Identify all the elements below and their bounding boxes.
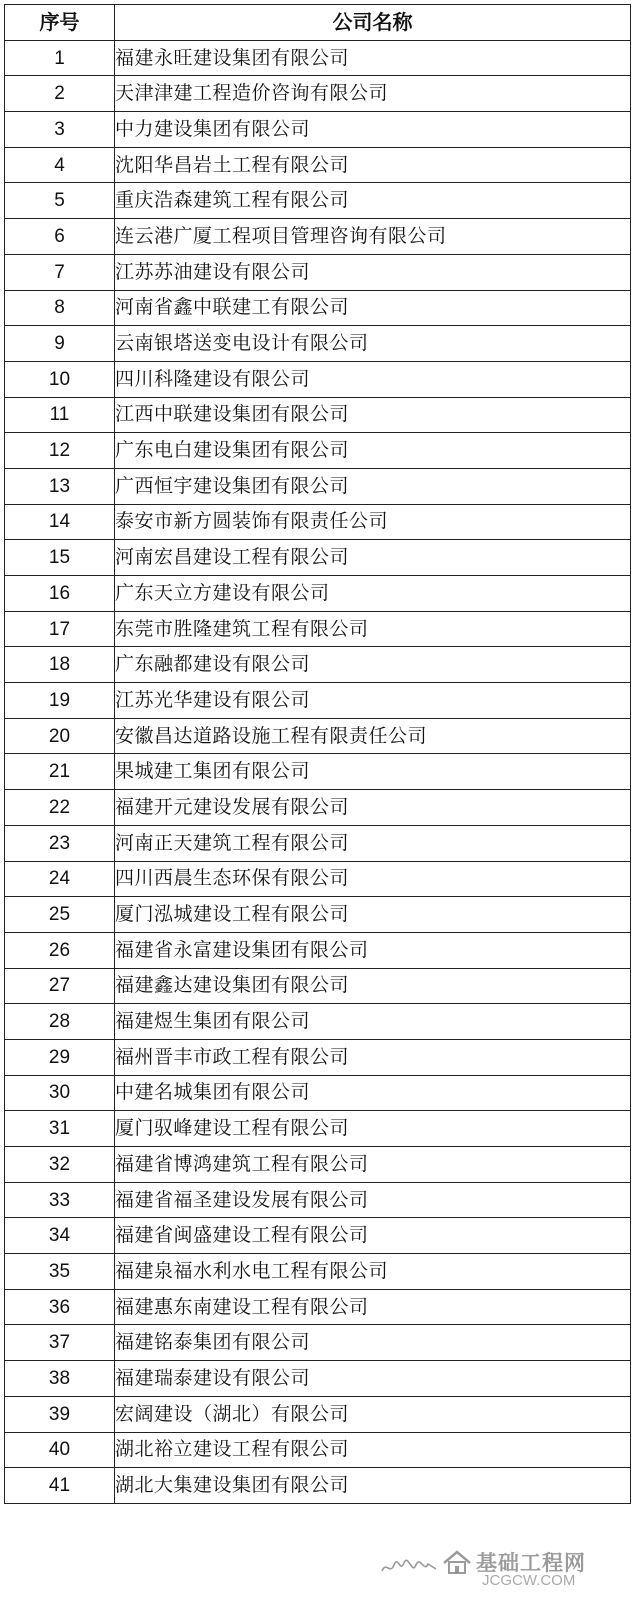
company-name-cell: 中建名城集团有限公司 [115,1075,631,1111]
table-row [5,718,631,754]
company-name-cell: 福建省闽盛建设工程有限公司 [115,1218,631,1254]
company-name-cell: 广西恒宇建设集团有限公司 [115,468,631,504]
company-name-cell: 沈阳华昌岩土工程有限公司 [115,147,631,183]
row-number-cell: 18 [5,647,115,683]
table-row [5,790,631,826]
company-name-cell: 广东融都建设有限公司 [115,647,631,683]
table-row [5,76,631,112]
row-number-cell: 14 [5,504,115,540]
company-name-cell: 福建惠东南建设工程有限公司 [115,1289,631,1325]
company-name-cell: 福建泉福水利水电工程有限公司 [115,1254,631,1290]
row-number-cell: 24 [5,861,115,897]
company-name-cell: 福建省福圣建设发展有限公司 [115,1182,631,1218]
row-number-cell: 26 [5,932,115,968]
company-name-cell: 江苏苏油建设有限公司 [115,254,631,290]
company-name-cell: 厦门驭峰建设工程有限公司 [115,1111,631,1147]
table-row [5,397,631,433]
table-row [5,968,631,1004]
row-number-cell: 15 [5,540,115,576]
table-row [5,1325,631,1361]
row-number-cell: 2 [5,76,115,112]
row-number-cell: 16 [5,576,115,612]
handwritten-signature-icon [380,1555,438,1579]
table-row [5,1218,631,1254]
company-name-cell: 湖北大集建设集团有限公司 [115,1468,631,1504]
row-number-cell: 37 [5,1325,115,1361]
company-name-cell: 天津津建工程造价咨询有限公司 [115,76,631,112]
row-number-cell: 31 [5,1111,115,1147]
company-name-cell: 河南宏昌建设工程有限公司 [115,540,631,576]
table-row [5,1147,631,1183]
table-row [5,183,631,219]
table-row [5,147,631,183]
row-number-cell: 1 [5,40,115,76]
house-roof-logo-icon [442,1549,472,1575]
table-row [5,504,631,540]
column-header-no: 序号 [5,5,115,41]
watermark-url: JCGCW.COM [482,1572,576,1589]
company-name-cell: 东莞市胜隆建筑工程有限公司 [115,611,631,647]
company-name-cell: 江西中联建设集团有限公司 [115,397,631,433]
company-list-table-container [4,4,630,1504]
company-name-cell: 福建开元建设发展有限公司 [115,790,631,826]
row-number-cell: 19 [5,683,115,719]
row-number-cell: 40 [5,1432,115,1468]
table-row [5,1289,631,1325]
row-number-cell: 7 [5,254,115,290]
row-number-cell: 23 [5,825,115,861]
table-row [5,361,631,397]
company-name-cell: 湖北裕立建设工程有限公司 [115,1432,631,1468]
table-row [5,825,631,861]
company-name-cell: 安徽昌达道路设施工程有限责任公司 [115,718,631,754]
table-row [5,1468,631,1504]
table-row [5,576,631,612]
row-number-cell: 13 [5,468,115,504]
table-row [5,1004,631,1040]
company-name-cell: 福建省永富建设集团有限公司 [115,932,631,968]
company-name-cell: 福建铭泰集团有限公司 [115,1325,631,1361]
row-number-cell: 17 [5,611,115,647]
table-body [5,40,631,1503]
company-name-cell: 宏阔建设（湖北）有限公司 [115,1396,631,1432]
table-row [5,1254,631,1290]
row-number-cell: 39 [5,1396,115,1432]
site-watermark [442,1547,628,1589]
company-name-cell: 中力建设集团有限公司 [115,112,631,148]
row-number-cell: 12 [5,433,115,469]
row-number-cell: 27 [5,968,115,1004]
row-number-cell: 29 [5,1039,115,1075]
row-number-cell: 22 [5,790,115,826]
company-name-cell: 连云港广厦工程项目管理咨询有限公司 [115,219,631,255]
table-row [5,1182,631,1218]
table-row [5,611,631,647]
company-name-cell: 泰安市新方圆装饰有限责任公司 [115,504,631,540]
company-name-cell: 重庆浩森建筑工程有限公司 [115,183,631,219]
row-number-cell: 4 [5,147,115,183]
company-name-cell: 四川西晨生态环保有限公司 [115,861,631,897]
table-row [5,1396,631,1432]
row-number-cell: 35 [5,1254,115,1290]
table-row [5,540,631,576]
company-name-cell: 四川科隆建设有限公司 [115,361,631,397]
column-header-company-name: 公司名称 [115,5,631,41]
table-row [5,1111,631,1147]
row-number-cell: 3 [5,112,115,148]
table-row [5,219,631,255]
table-row [5,683,631,719]
table-row [5,897,631,933]
company-name-cell: 福建永旺建设集团有限公司 [115,40,631,76]
table-row [5,468,631,504]
row-number-cell: 41 [5,1468,115,1504]
row-number-cell: 33 [5,1182,115,1218]
company-name-cell: 果城建工集团有限公司 [115,754,631,790]
row-number-cell: 10 [5,361,115,397]
table-row [5,861,631,897]
row-number-cell: 8 [5,290,115,326]
table-header-row [5,5,631,41]
row-number-cell: 32 [5,1147,115,1183]
row-number-cell: 38 [5,1361,115,1397]
company-list-table [4,4,631,1504]
company-name-cell: 云南银塔送变电设计有限公司 [115,326,631,362]
table-row [5,112,631,148]
table-row [5,647,631,683]
table-row [5,1075,631,1111]
row-number-cell: 34 [5,1218,115,1254]
watermark-title: 基础工程网 [476,1551,586,1575]
row-number-cell: 20 [5,718,115,754]
row-number-cell: 21 [5,754,115,790]
company-name-cell: 广东天立方建设有限公司 [115,576,631,612]
row-number-cell: 30 [5,1075,115,1111]
company-name-cell: 河南正天建筑工程有限公司 [115,825,631,861]
company-name-cell: 福州晋丰市政工程有限公司 [115,1039,631,1075]
table-row [5,754,631,790]
company-name-cell: 福建煜生集团有限公司 [115,1004,631,1040]
table-row [5,1361,631,1397]
row-number-cell: 6 [5,219,115,255]
company-name-cell: 广东电白建设集团有限公司 [115,433,631,469]
table-row [5,433,631,469]
company-name-cell: 河南省鑫中联建工有限公司 [115,290,631,326]
row-number-cell: 36 [5,1289,115,1325]
company-name-cell: 福建瑞泰建设有限公司 [115,1361,631,1397]
row-number-cell: 5 [5,183,115,219]
company-name-cell: 江苏光华建设有限公司 [115,683,631,719]
table-row [5,290,631,326]
company-name-cell: 厦门泓城建设工程有限公司 [115,897,631,933]
table-row [5,254,631,290]
row-number-cell: 11 [5,397,115,433]
table-row [5,1432,631,1468]
row-number-cell: 25 [5,897,115,933]
company-name-cell: 福建鑫达建设集团有限公司 [115,968,631,1004]
table-row [5,40,631,76]
company-name-cell: 福建省博鸿建筑工程有限公司 [115,1147,631,1183]
row-number-cell: 9 [5,326,115,362]
row-number-cell: 28 [5,1004,115,1040]
table-row [5,326,631,362]
table-row [5,1039,631,1075]
table-row [5,932,631,968]
